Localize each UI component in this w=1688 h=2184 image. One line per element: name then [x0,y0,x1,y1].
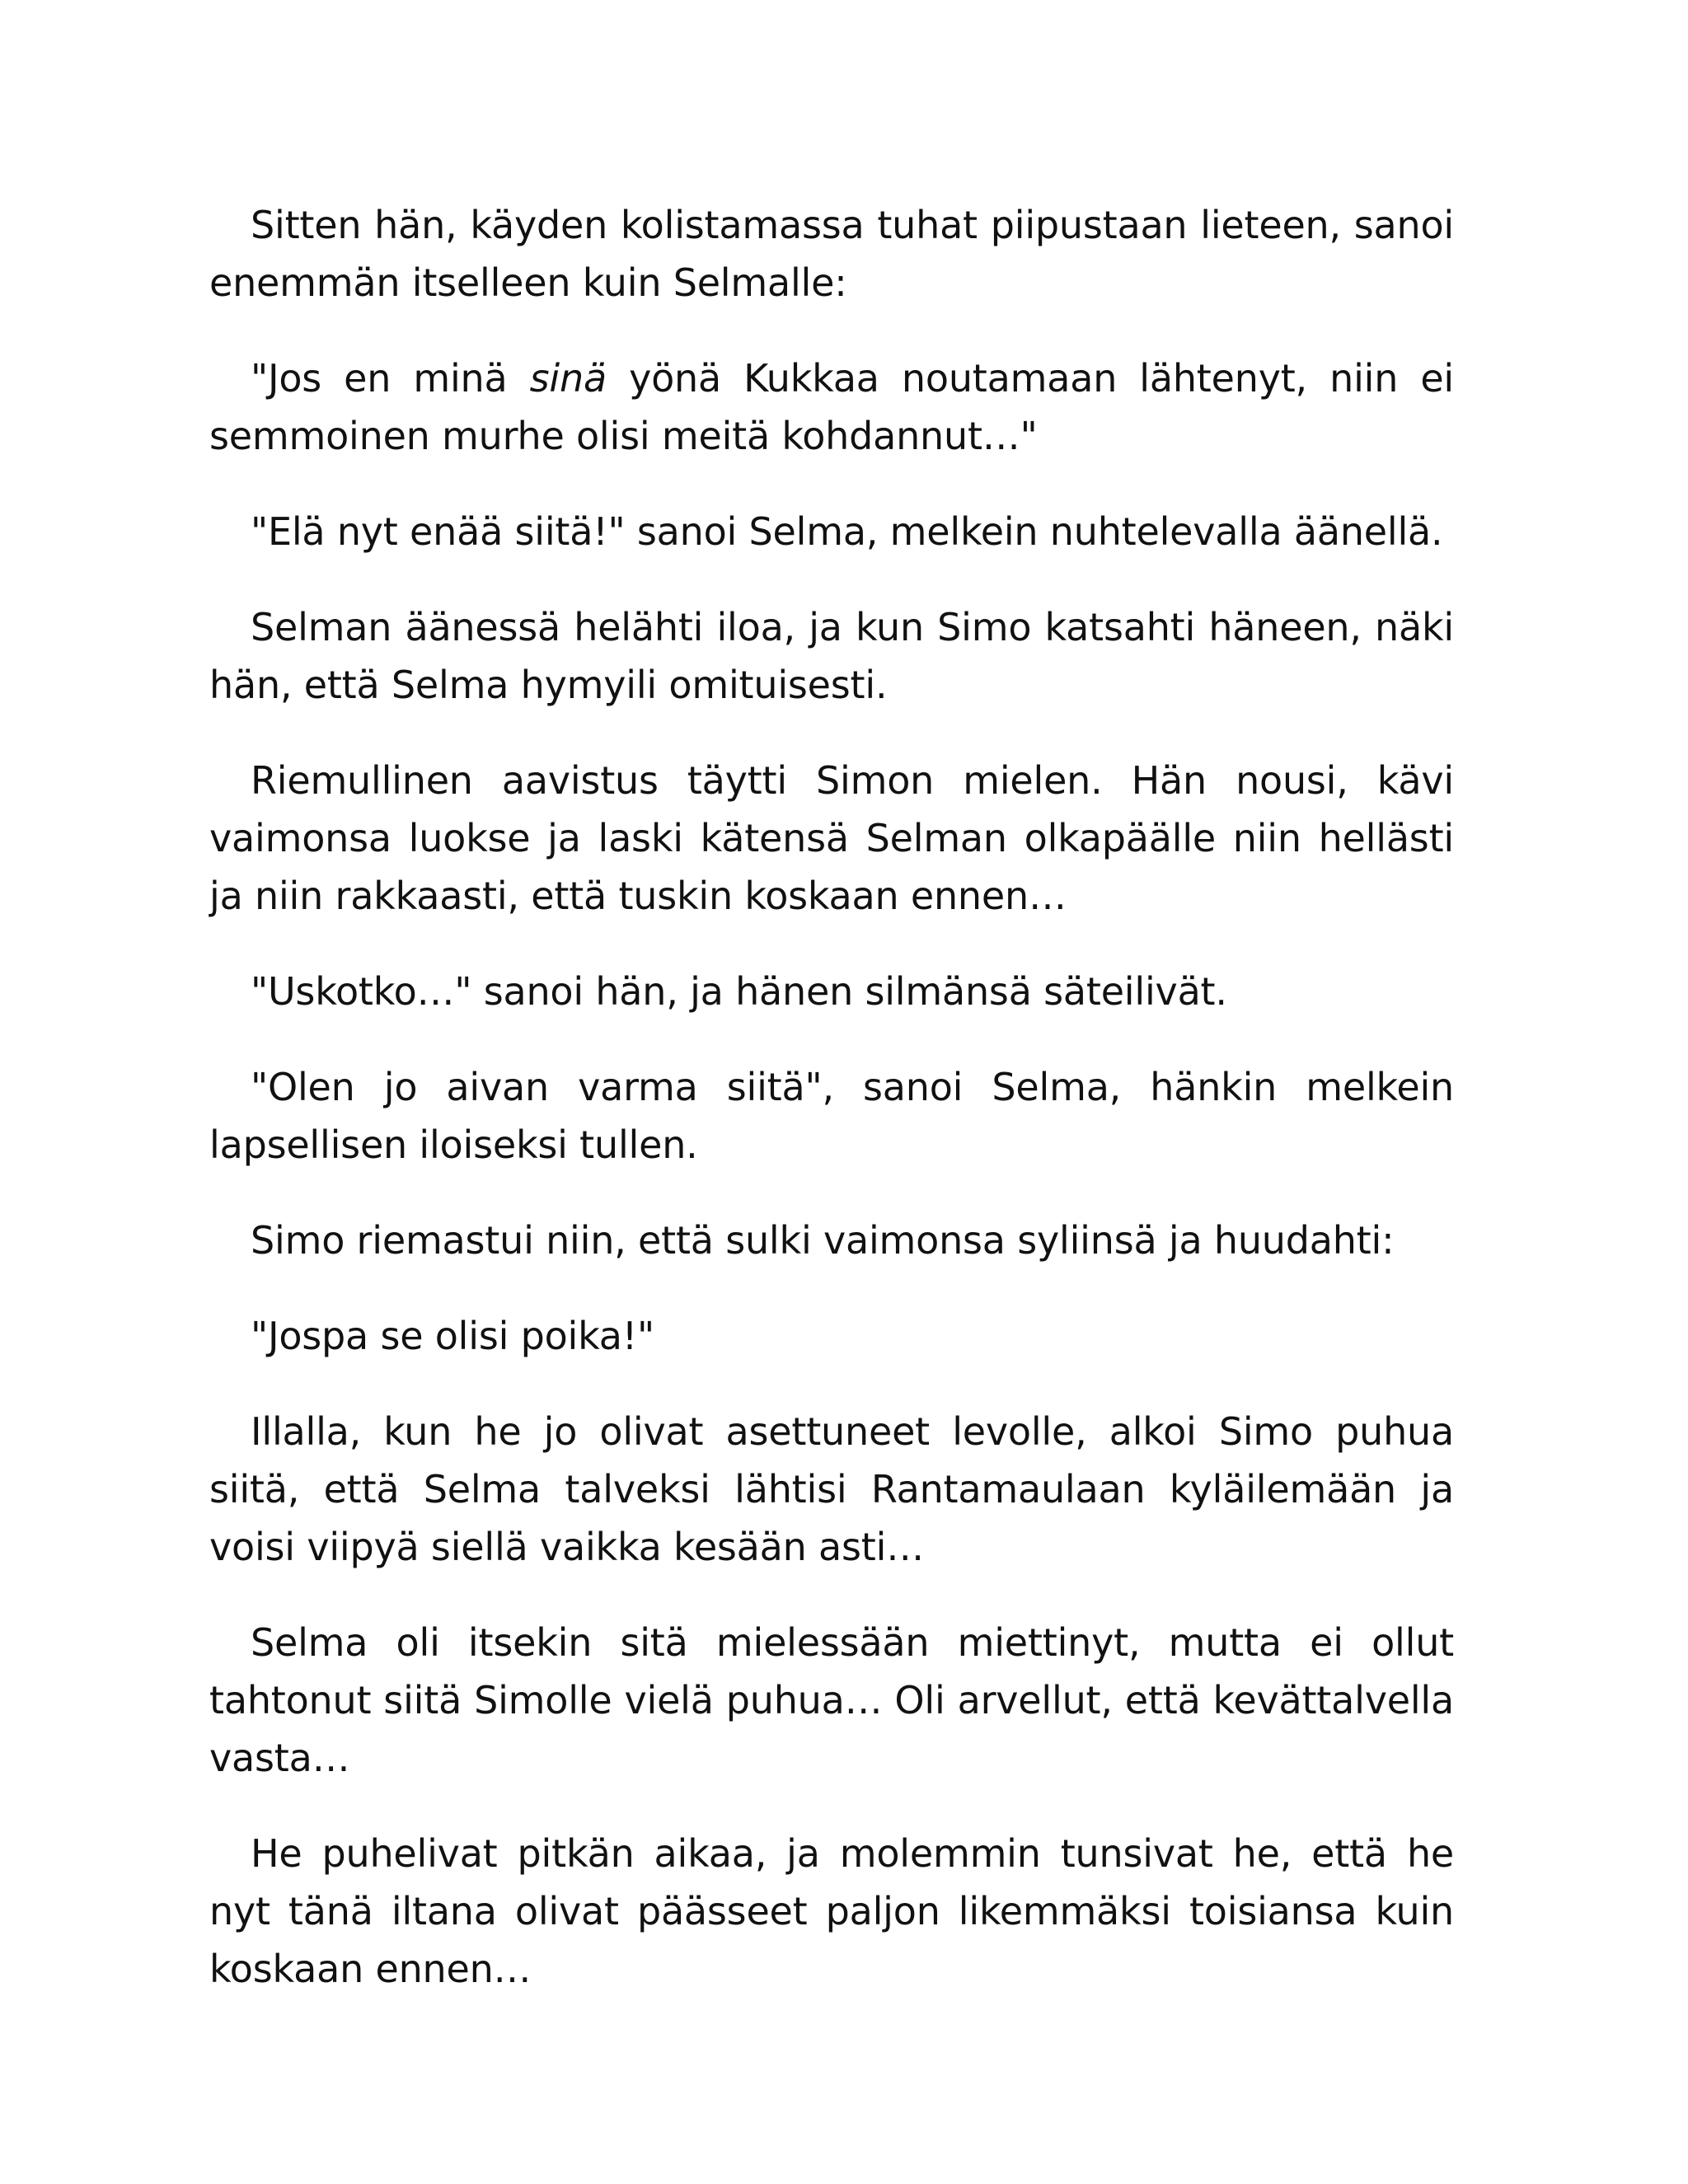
paragraph-10: Illalla, kun he jo olivat asettuneet levolle, alkoi Simo puhua siitä, että Selma talveksi lähtisi Rantamaulaan kyläilemään ja voisi viipyä siellä vaikka kesään asti… [209,1409,1454,1569]
paragraph-4: Selman äänessä helähti iloa, ja kun Simo katsahti häneen, näki hän, että Selma hymyili omituisesti. [209,605,1454,707]
paragraph-6: "Uskotko…" sanoi hän, ja hänen silmänsä säteilivät. [251,969,1227,1014]
paragraph-3: "Elä nyt enää siitä!" sanoi Selma, melkein nuhtelevalla äänellä. [251,509,1443,554]
paragraph-12: He puhelivat pitkän aikaa, ja molemmin tunsivat he, että he nyt tänä iltana olivat päässeet paljon likemmäksi toisiansa kuin koskaan ennen… [209,1831,1454,1991]
paragraph-2 [209,349,1454,465]
paragraph-2-start: "Jos en minä [251,356,530,401]
paragraph-9: "Jospa se olisi poika!" [251,1314,654,1358]
paragraph-11: Selma oli itsekin sitä mielessään miettinyt, mutta ei ollut tahtonut siitä Simolle vielä puhua… Oli arvellut, että kevättalvella vasta… [209,1620,1454,1780]
paragraph-2-end: yönä Kukkaa noutamaan lähtenyt, niin ei semmoinen murhe olisi meitä kohdannut…" [209,356,1454,458]
paragraph-8: Simo riemastui niin, että sulki vaimonsa syliinsä ja huudahti: [251,1218,1395,1263]
paragraph-5: Riemullinen aavistus täytti Simon mielen. Hän nousi, kävi vaimonsa luokse ja laski kätensä Selman olkapäälle niin hellästi ja niin rakkaasti, että tuskin koskaan ennen… [209,758,1454,918]
emphasis-sina: sinä [529,356,607,401]
document-page [209,196,1454,2036]
paragraph-7: "Olen jo aivan varma siitä", sanoi Selma, hänkin melkein lapsellisen iloiseksi tullen. [209,1065,1454,1167]
paragraph-1: Sitten hän, käyden kolistamassa tuhat piipustaan lieteen, sanoi enemmän itselleen kuin Selmalle: [209,203,1454,305]
